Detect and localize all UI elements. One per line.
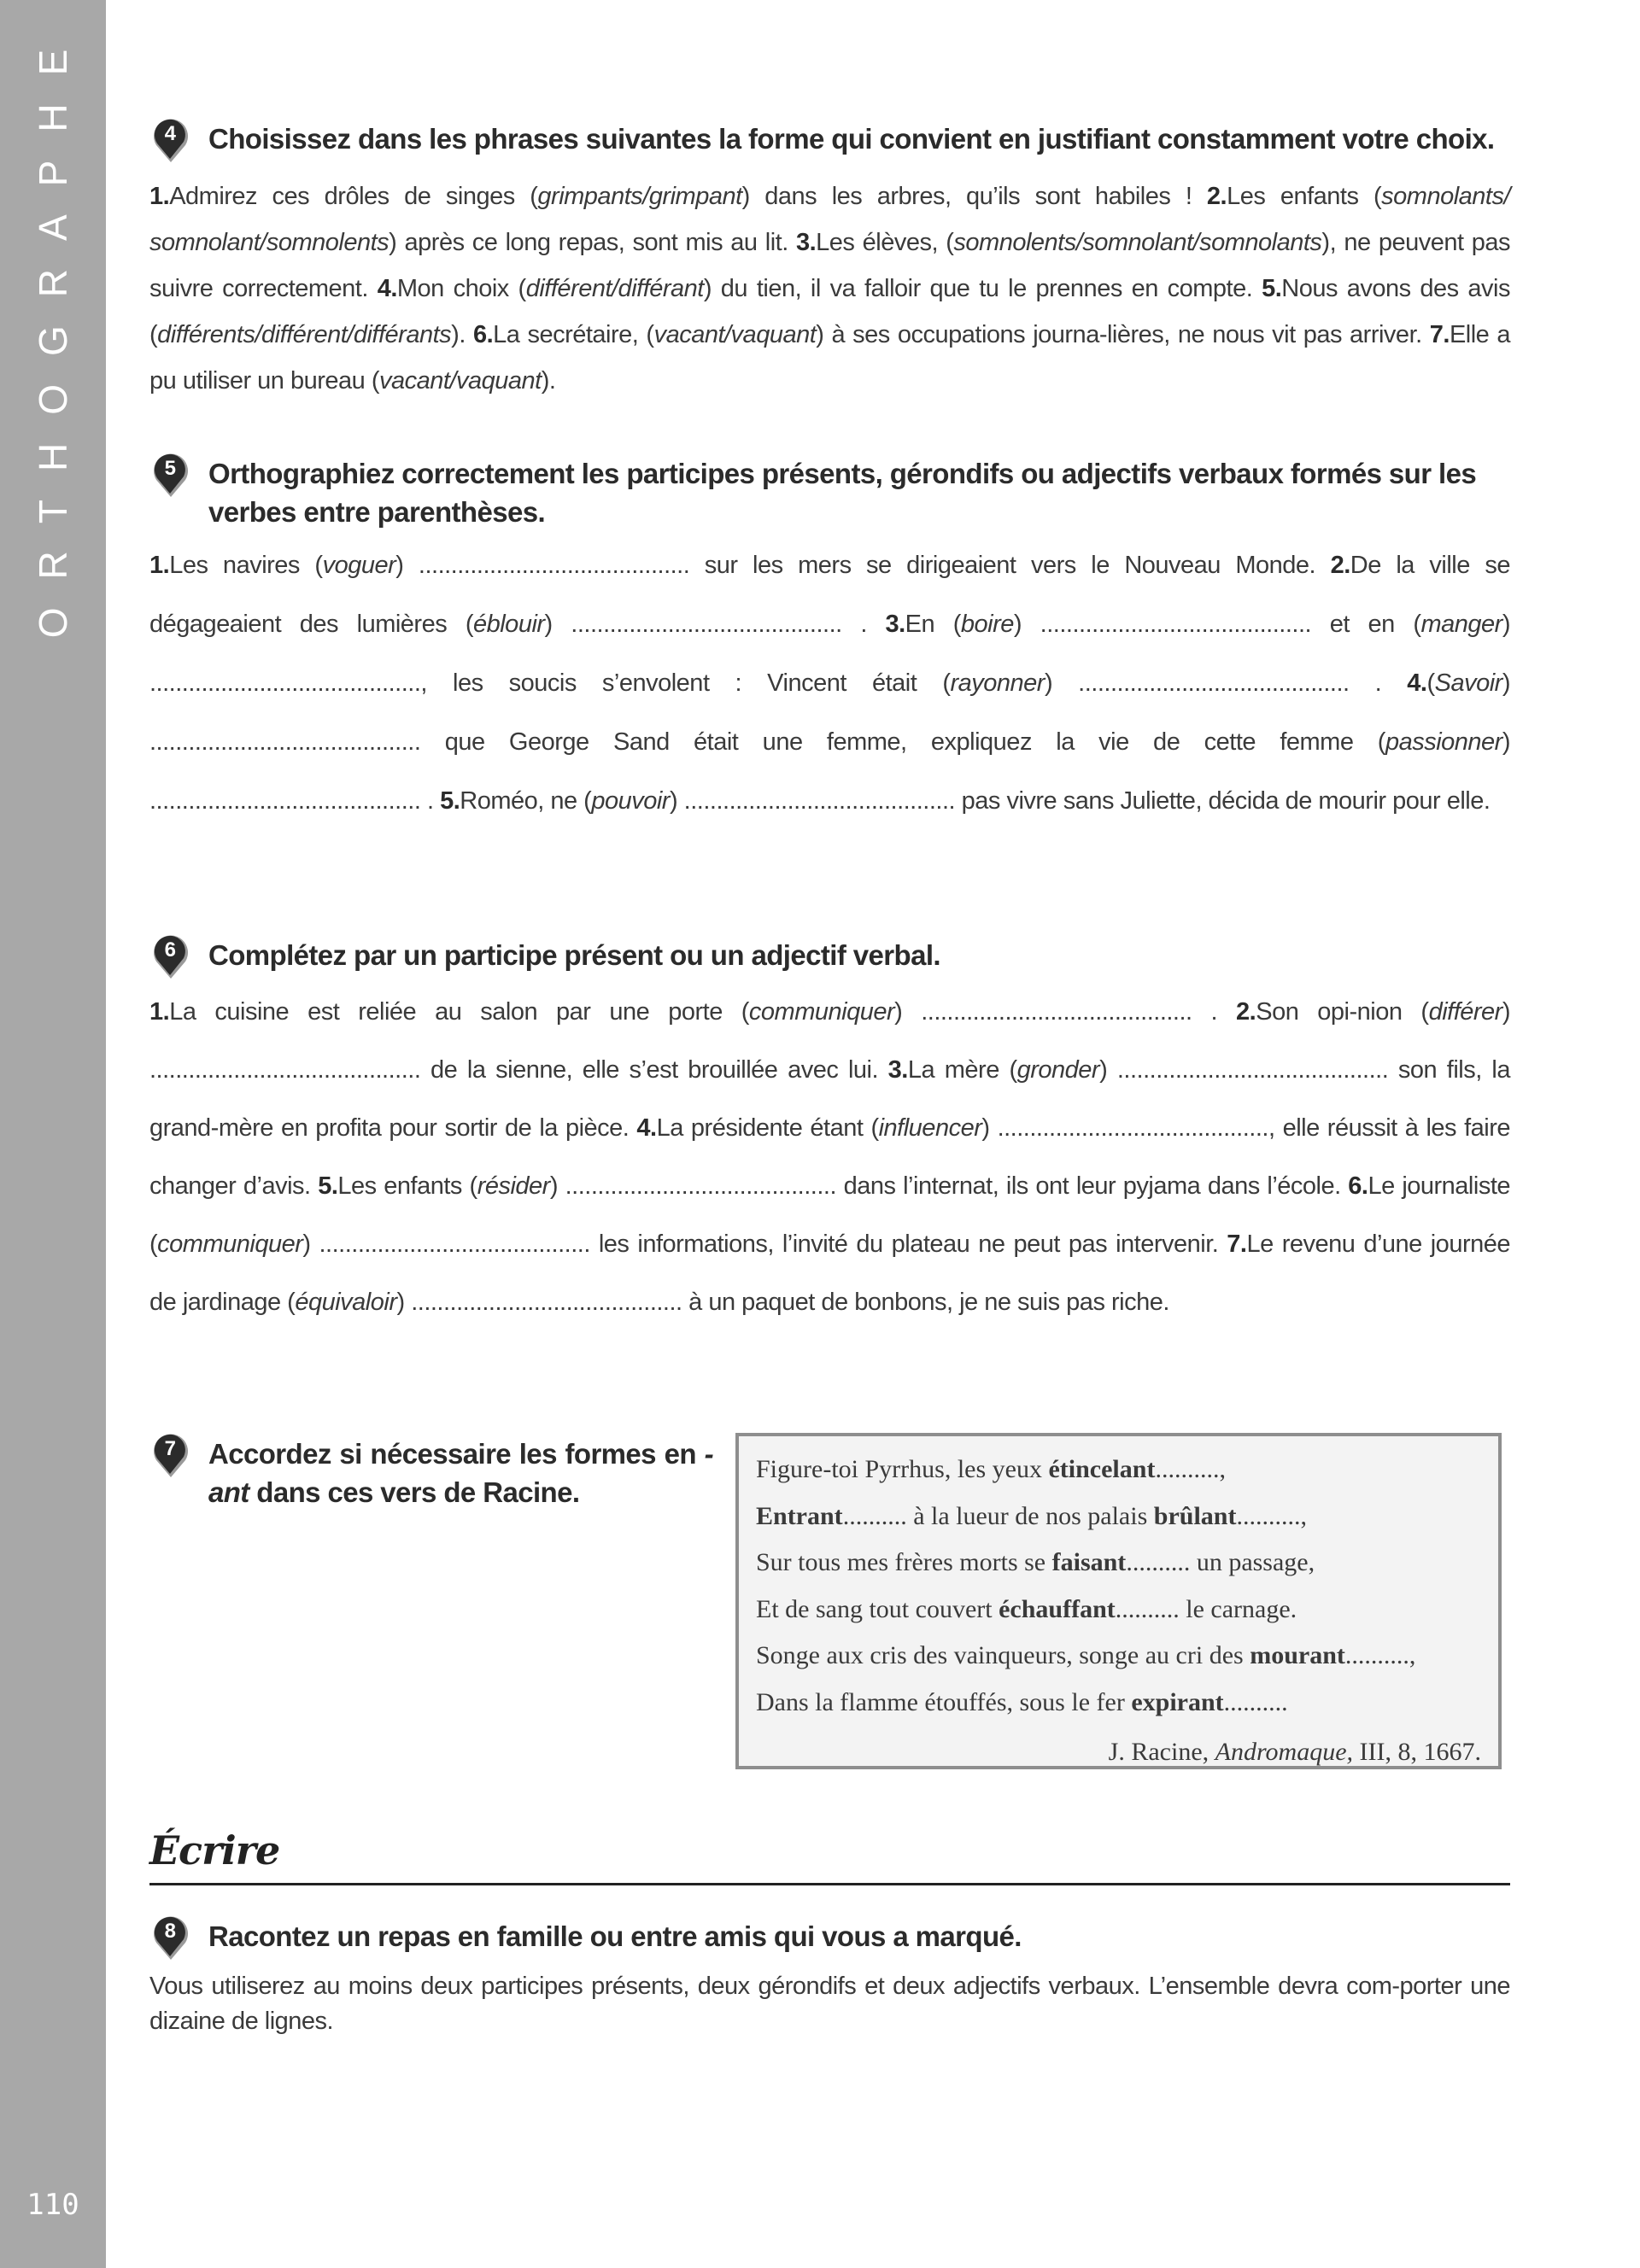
verb-hint: équivaloir: [295, 1289, 397, 1316]
item-number: 5.: [318, 1172, 338, 1200]
text-segment: ) .......................................... pas vivre sans Juliette, décida de mourir pour elle.: [669, 787, 1491, 815]
item-number: expirant: [1131, 1687, 1224, 1716]
text-segment: Les enfants (: [1227, 183, 1382, 210]
exercise-5-text: [149, 536, 1510, 831]
text-segment: ) .......................................... les informations, l’invité du plateau ne peut pas intervenir.: [302, 1230, 1227, 1258]
verb-hint: différent/différant: [525, 275, 704, 302]
exercise-7: [149, 1435, 713, 1511]
badge-number: 4: [164, 122, 176, 145]
item-number: mourant: [1250, 1641, 1345, 1669]
text-segment: Figure-toi Pyrrhus, les yeux: [756, 1455, 1049, 1483]
verb-hint: communiquer: [748, 998, 895, 1026]
verb-hint: grimpants/grimpant: [537, 183, 742, 210]
exercise-number-badge-icon: [149, 1910, 192, 1960]
text-segment: La mère (: [907, 1056, 1017, 1084]
text-segment: La secrétaire, (: [493, 321, 654, 348]
text-segment: Les navires (: [169, 552, 323, 579]
badge-number: 6: [164, 938, 176, 962]
text-segment: ).: [451, 321, 473, 348]
text-segment: Admirez ces drôles de singes (: [169, 183, 538, 210]
text-segment: III, 8, 1667.: [1353, 1738, 1481, 1766]
text-segment: .......... un passage,: [1126, 1548, 1315, 1576]
section-divider: [149, 1883, 1510, 1885]
poem-line: [756, 1633, 1481, 1680]
poem-line: [756, 1447, 1481, 1493]
text-segment: ..........,: [1236, 1501, 1307, 1530]
item-number: 4.: [636, 1114, 657, 1142]
item-number: 3.: [885, 611, 905, 638]
verb-hint: Savoir: [1434, 669, 1502, 697]
text-segment: En (: [905, 611, 961, 638]
verb-hint: manger: [1420, 611, 1502, 638]
verb-hint: différents/différent/différants: [157, 321, 452, 348]
exercise-6: [149, 936, 1510, 1331]
text-segment: ) .......................................... que George Sand était une femme, expliquez la vie de cette femme (: [149, 669, 1510, 756]
text-segment: Sur tous mes frères morts se: [756, 1548, 1052, 1576]
text-segment: ) .......................................... .: [1044, 669, 1408, 697]
item-number: 2.: [1236, 998, 1256, 1026]
text-segment: ..........,: [1344, 1641, 1416, 1669]
text-segment: Les enfants (: [337, 1172, 477, 1200]
exercise-number-badge-icon: [149, 113, 192, 162]
poem-line: [756, 1540, 1481, 1587]
item-number: 2.: [1206, 183, 1227, 210]
text-segment: ) .........................................., les soucis s’envolent : Vincent était (: [149, 611, 1511, 697]
poem-line: [756, 1587, 1481, 1634]
chapter-title: ORTHOGRAPHE: [31, 20, 75, 639]
text-segment: ) .......................................... .: [149, 728, 1510, 815]
badge-number: 5: [164, 457, 176, 480]
item-number: 3.: [887, 1056, 908, 1084]
verb-hint: somnolants/ somnolant/somnolents: [149, 183, 1511, 256]
exercise-5-title: Orthographiez correctement les participes présents, gérondifs ou adjectifs verbaux formés sur les verbes entre parenthèses.: [208, 458, 1477, 528]
section-title-ecrire: Écrire: [149, 1827, 280, 1873]
chapter-sidebar: [0, 0, 106, 2268]
text-segment: ..........,: [1155, 1455, 1226, 1483]
poem-source: [756, 1729, 1481, 1776]
text-segment: J. Racine,: [1108, 1738, 1215, 1766]
text-segment: ) dans les arbres, qu’ils sont habiles !: [741, 183, 1207, 210]
verb-hint: vacant/vaquant: [379, 367, 542, 395]
text-segment: ..........: [1223, 1687, 1288, 1716]
item-number: 5.: [440, 787, 460, 815]
text-segment: Les élèves, (: [816, 229, 954, 256]
badge-number: 7: [164, 1437, 176, 1460]
item-number: échauffant: [999, 1594, 1116, 1623]
exercise-5-heading: [149, 454, 1510, 531]
text-segment: (: [1426, 669, 1435, 697]
item-number: 4.: [1407, 669, 1427, 697]
text-segment: Elle a pu utiliser un bureau (: [149, 321, 1510, 395]
exercise-4: [149, 120, 1510, 404]
exercise-6-text: [149, 983, 1510, 1331]
exercise-8: [149, 1917, 1510, 2039]
text-segment: ) du tien, il va falloir que tu le prennes en compte.: [703, 275, 1262, 302]
exercise-5: [149, 454, 1510, 831]
verb-hint: communiquer: [157, 1230, 303, 1258]
item-number: 6.: [1348, 1172, 1368, 1200]
text-segment: ) .......................................... .: [894, 998, 1237, 1026]
exercise-number-badge-icon: [149, 447, 192, 497]
poem-lines: [756, 1447, 1481, 1726]
verb-hint: différer: [1428, 998, 1502, 1026]
exercise-7-heading: [149, 1435, 713, 1511]
text-segment: ) .......................................... de la sienne, elle s’est brouillée avec lui.: [149, 998, 1510, 1084]
text-segment: ) .......................................... à un paquet de bonbons, je ne suis pas riche.: [396, 1289, 1169, 1316]
verb-hint: voguer: [322, 552, 396, 579]
exercise-8-heading: [149, 1917, 1510, 1955]
item-number: faisant: [1051, 1548, 1127, 1576]
verb-hint: passionner: [1385, 728, 1502, 756]
text-segment: La présidente étant (: [656, 1114, 879, 1142]
item-number: 5.: [1262, 275, 1282, 302]
item-number: étincelant: [1048, 1455, 1156, 1483]
verb-hint: résider: [477, 1172, 550, 1200]
text-segment: ) .......................................... dans l’internat, ils ont leur pyjama dans l’école.: [549, 1172, 1349, 1200]
item-number: 2.: [1330, 552, 1350, 579]
text-segment: ) .......................................... sur les mers se dirigeaient vers le Nouveau Monde.: [395, 552, 1331, 579]
text-segment: Dans la flamme étouffés, sous le fer: [756, 1687, 1132, 1716]
exercise-6-title: Complétez par un participe présent ou un adjectif verbal.: [208, 939, 940, 971]
text-segment: ) .......................................... son fils, la grand-mère en profita pour sortir de la pièce.: [149, 1056, 1510, 1142]
verb-hint: gronder: [1016, 1056, 1100, 1084]
item-number: 3.: [795, 229, 817, 256]
verb-hint: vacant/vaquant: [653, 321, 817, 348]
exercise-number-badge-icon: [149, 929, 192, 979]
exercise-8-text: Vous utiliserez au moins deux participes présents, deux gérondifs et deux adjectifs verbaux. L’ensemble devra com-porter une dizaine de lignes.: [149, 1973, 1510, 2035]
text-segment: Son opi-nion (: [1256, 998, 1429, 1026]
text-segment: ) .......................................... et en (: [1013, 611, 1421, 638]
verb-hint: boire: [960, 611, 1014, 638]
verb-hint: influencer: [878, 1114, 982, 1142]
exercise-4-text: [149, 173, 1510, 404]
exercise-8-title: Racontez un repas en famille ou entre amis qui vous a marqué.: [208, 1920, 1022, 1952]
exercise-4-heading: [149, 120, 1510, 158]
poem-line: [756, 1680, 1481, 1727]
exercise-6-heading: [149, 936, 1510, 974]
text-segment: Le journaliste (: [149, 1172, 1511, 1258]
verb-hint: rayonner: [950, 669, 1045, 697]
verb-hint: pouvoir: [591, 787, 670, 815]
text-segment: La cuisine est reliée au salon par une porte (: [169, 998, 749, 1026]
item-number: Entrant: [756, 1501, 843, 1530]
item-number: 1.: [149, 183, 170, 210]
text-segment: De la ville se dégageaient des lumières (: [149, 552, 1510, 638]
item-number: 4.: [377, 275, 397, 302]
text-segment: ) .........................................., elle réussit à les faire changer d’avis.: [149, 1114, 1510, 1200]
badge-number: 8: [164, 1920, 176, 1943]
verb-hint: Andromaque,: [1215, 1738, 1354, 1766]
item-number: 1.: [149, 552, 170, 579]
item-number: 7.: [1429, 321, 1450, 348]
text-segment: ) à ses occupations journa-lières, ne nous vit pas arriver.: [816, 321, 1430, 348]
text-segment: ) après ce long repas, sont mis au lit.: [389, 229, 796, 256]
exercise-7-title-end: dans ces vers de Racine.: [249, 1476, 580, 1508]
item-number: 1.: [149, 998, 170, 1026]
text-segment: Songe aux cris des vainqueurs, songe au cri des: [756, 1641, 1250, 1669]
text-segment: ), ne peuvent pas suivre correctement.: [149, 229, 1510, 302]
page-number: 110: [26, 2188, 79, 2222]
exercise-7-title-italic: -ant: [208, 1438, 713, 1508]
text-segment: Nous avons des avis (: [149, 275, 1510, 348]
text-segment: Mon choix (: [396, 275, 526, 302]
item-number: brûlant: [1153, 1501, 1237, 1530]
text-segment: Et de sang tout couvert: [756, 1594, 999, 1623]
poem-line: [756, 1493, 1481, 1540]
verb-hint: éblouir: [472, 611, 545, 638]
exercise-7-title: Accordez si nécessaire les formes en: [208, 1438, 705, 1470]
item-number: 7.: [1227, 1230, 1247, 1258]
exercise-4-title: Choisissez dans les phrases suivantes la forme qui convient en justifiant constamment votre choix.: [208, 123, 1495, 155]
exercise-number-badge-icon: [149, 1428, 192, 1477]
item-number: 6.: [472, 321, 494, 348]
verb-hint: somnolents/somnolant/somnolants: [953, 229, 1322, 256]
racine-poem-box: [735, 1433, 1502, 1769]
text-segment: ) .......................................... .: [544, 611, 886, 638]
text-segment: .......... à la lueur de nos palais: [842, 1501, 1154, 1530]
text-segment: .......... le carnage.: [1115, 1594, 1297, 1623]
text-segment: Le revenu d’une journée de jardinage (: [149, 1230, 1510, 1316]
text-segment: ).: [541, 367, 556, 395]
text-segment: Roméo, ne (: [460, 787, 592, 815]
